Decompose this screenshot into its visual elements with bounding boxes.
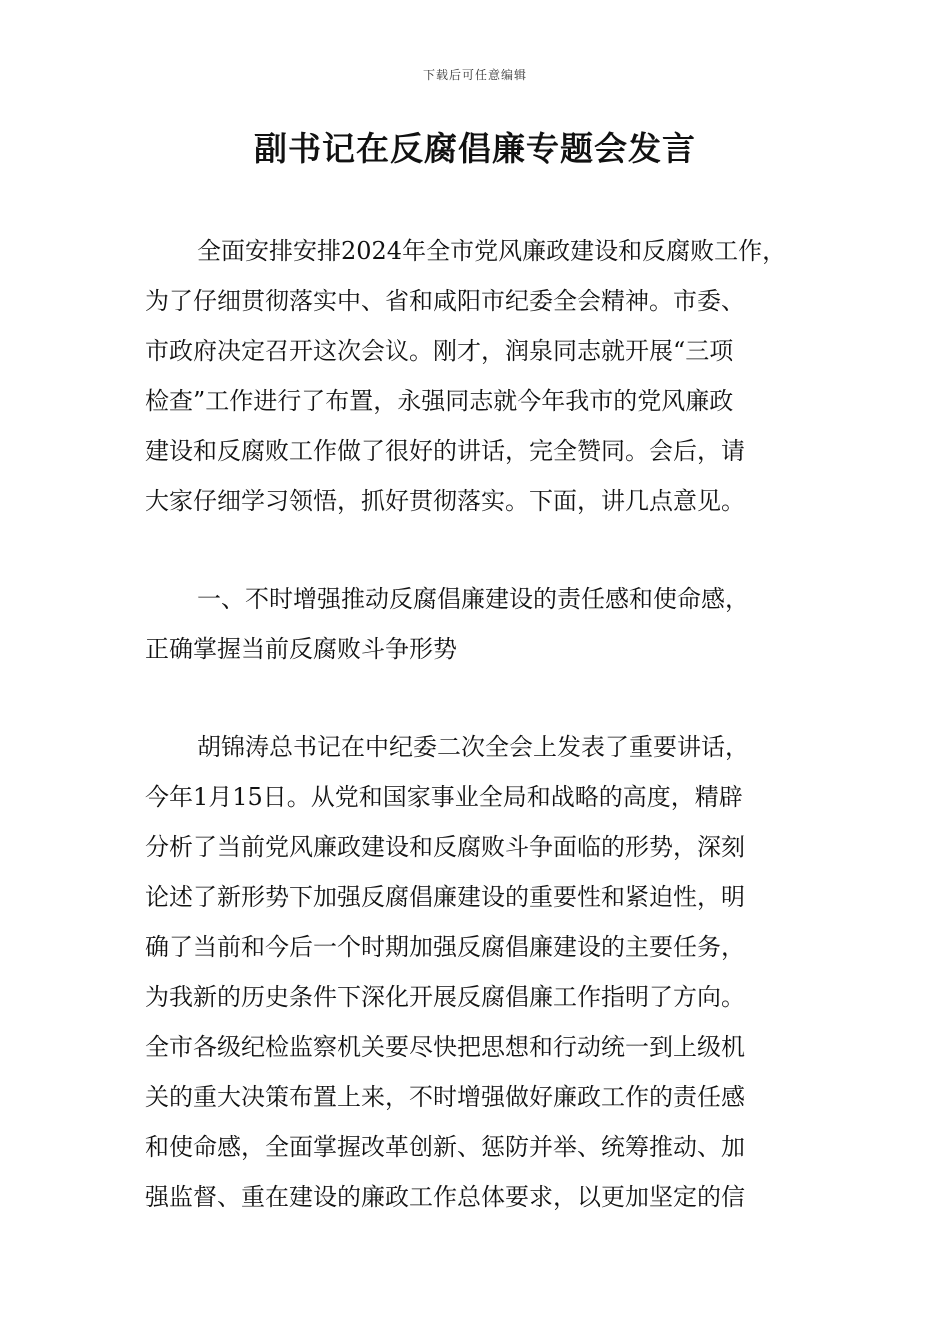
paragraph-body [145, 722, 815, 1222]
paragraph-line: 市政府决定召开这次会议。刚才，润泉同志就开展“三项 [145, 337, 734, 365]
paragraph-line: 为我新的历史条件下深化开展反腐倡廉工作指明了方向。 [145, 983, 745, 1011]
paragraph-line: 全面安排安排2024年全市党风廉政建设和反腐败工作， [197, 237, 787, 265]
paragraph-line: 胡锦涛总书记在中纪委二次全会上发表了重要讲话， [197, 733, 749, 761]
paragraph-line: 关的重大决策布置上来，不时增强做好廉政工作的责任感 [145, 1083, 745, 1111]
paragraph-line: 确了当前和今后一个时期加强反腐倡廉建设的主要任务， [145, 933, 745, 961]
heading-line: 一、不时增强推动反腐倡廉建设的责任感和使命感， [197, 585, 749, 613]
paragraph-line: 大家仔细学习领悟，抓好贯彻落实。下面，讲几点意见。 [145, 487, 745, 515]
paragraph-line: 检查”工作进行了布置，永强同志就今年我市的党风廉政 [145, 387, 734, 415]
paragraph-line: 论述了新形势下加强反腐倡廉建设的重要性和紧迫性，明 [145, 883, 745, 911]
paragraph-line: 强监督、重在建设的廉政工作总体要求，以更加坚定的信 [145, 1183, 745, 1211]
header-note: 下载后可任意编辑 [422, 68, 527, 82]
section-heading-1 [145, 574, 815, 674]
page-title: 副书记在反腐倡廉专题会发言 [254, 129, 696, 168]
paragraph-line: 和使命感，全面掌握改革创新、惩防并举、统筹推动、加 [145, 1133, 745, 1161]
paragraph-line: 为了仔细贯彻落实中、省和咸阳市纪委全会精神。市委、 [145, 287, 745, 315]
paragraph-line: 建设和反腐败工作做了很好的讲话，完全赞同。会后，请 [145, 437, 745, 465]
paragraph-line: 全市各级纪检监察机关要尽快把思想和行动统一到上级机 [145, 1033, 745, 1061]
paragraph-line: 今年1月15日。从党和国家事业全局和战略的高度，精辟 [145, 783, 743, 811]
paragraph-intro [145, 226, 815, 526]
paragraph-line: 分析了当前党风廉政建设和反腐败斗争面临的形势，深刻 [145, 833, 745, 861]
heading-line: 正确掌握当前反腐败斗争形势 [145, 635, 457, 663]
